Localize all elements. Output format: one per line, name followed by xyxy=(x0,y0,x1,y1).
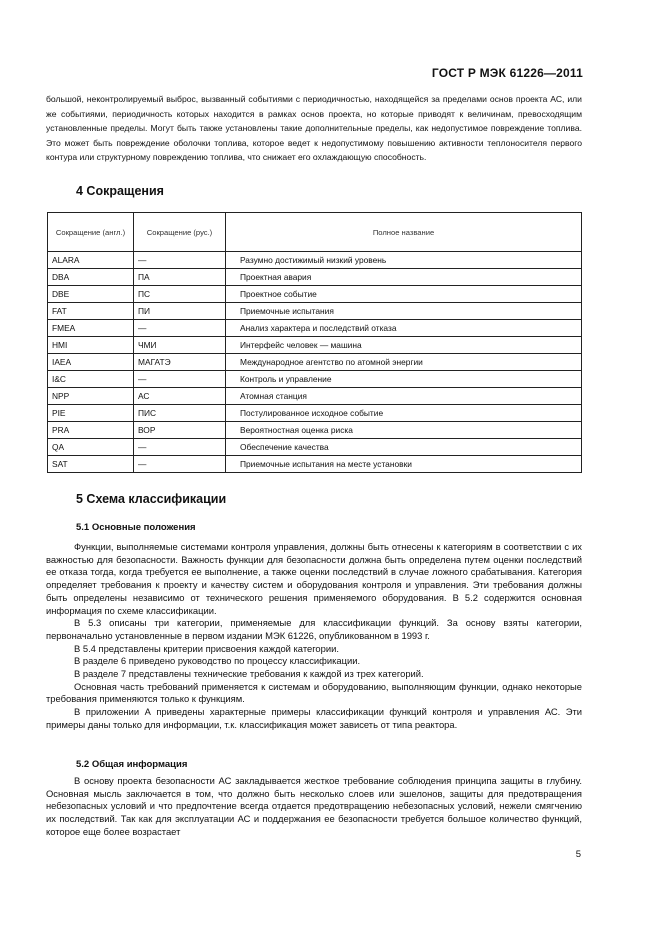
cell-full-name: Вероятностная оценка риска xyxy=(226,422,582,439)
cell-abbr-en: SAT xyxy=(48,456,134,473)
table-row xyxy=(48,405,582,422)
cell-full-name: Обеспечение качества xyxy=(226,439,582,456)
cell-abbr-en: PRA xyxy=(48,422,134,439)
cell-abbr-en: DBA xyxy=(48,269,134,286)
document-header: ГОСТ Р МЭК 61226—2011 xyxy=(431,66,583,80)
table-row xyxy=(48,303,582,320)
cell-abbr-ru: ВОР xyxy=(134,422,226,439)
cell-abbr-ru: — xyxy=(134,252,226,269)
paragraph: В основу проекта безопасности АС закладывается жесткое требование соблюдения принципа защиты в глубину. Основная мысль заключается в том, что должно быть несколько слоев или эшелонов, защиты для предотвращения небезопасных условий и что предпочтение всегда отдается предотвращению небезопасных условий, нежели смягчению их последствий. Так как для эксплуатации АС и поддержания ее безопасности требуется большое количество функций, которое еще более возрастает xyxy=(46,775,582,837)
cell-full-name: Постулированное исходное событие xyxy=(226,405,582,422)
cell-abbr-ru: ПИС xyxy=(134,405,226,422)
cell-abbr-ru: ПИ xyxy=(134,303,226,320)
subsection-5-2-heading: 5.2 Общая информация xyxy=(76,759,188,770)
paragraph: В разделе 6 приведено руководство по процессу классификации. xyxy=(74,655,361,667)
table-header-row xyxy=(48,213,582,252)
intro-paragraph: большой, неконтролируемый выброс, вызванный событиями с периодичностью, находящейся за пределами основ проекта АС, или же событиями, периодичность которых находится в рамках основ проекта, но которые приводят к величинам, превосходящим установленные пределы. Могут быть также установлены такие дополнительные пределы, как недопустимое повреждение топлива. Это может быть повреждение оболочки топлива, которое ведет к недопустимому повышению активности теплоносителя первого контура или структурному повреждению топлива, что снижает его охлаждающую способность. xyxy=(46,94,582,162)
cell-full-name: Приемочные испытания на месте установки xyxy=(226,456,582,473)
cell-full-name: Анализ характера и последствий отказа xyxy=(226,320,582,337)
subsection-5-2-text xyxy=(46,775,582,839)
cell-full-name: Разумно достижимый низкий уровень xyxy=(226,252,582,269)
abbreviations-table xyxy=(47,212,582,473)
cell-abbr-en: I&C xyxy=(48,371,134,388)
column-header-english: Сокращение (англ.) xyxy=(48,213,134,252)
cell-abbr-ru: АС xyxy=(134,388,226,405)
paragraph: В приложении А приведены характерные примеры классификации функций контроля и управления АС. Эти примеры даны только для информации, т.к. классификация может зависеть от типа реактора. xyxy=(46,706,582,730)
cell-abbr-en: QA xyxy=(48,439,134,456)
table-row xyxy=(48,388,582,405)
cell-full-name: Контроль и управление xyxy=(226,371,582,388)
table-row xyxy=(48,252,582,269)
column-header-full-name: Полное название xyxy=(226,213,582,252)
cell-abbr-en: FAT xyxy=(48,303,134,320)
intro-text xyxy=(46,92,582,165)
table-row xyxy=(48,371,582,388)
table-row xyxy=(48,422,582,439)
paragraph: В 5.3 описаны три категории, применяемые для классификации функций. За основу взяты категории, первоначально установленные в первом издании МЭК 61226, опубликованном в 1993 г. xyxy=(46,617,582,641)
table-row xyxy=(48,354,582,371)
cell-full-name: Приемочные испытания xyxy=(226,303,582,320)
cell-abbr-en: IAEA xyxy=(48,354,134,371)
cell-abbr-en: ALARA xyxy=(48,252,134,269)
cell-abbr-ru: — xyxy=(134,371,226,388)
cell-full-name: Международное агентство по атомной энергии xyxy=(226,354,582,371)
table-row xyxy=(48,320,582,337)
paragraph: В 5.4 представлены критерии присвоения каждой категории. xyxy=(74,642,339,654)
table-row xyxy=(48,286,582,303)
cell-full-name: Проектная авария xyxy=(226,269,582,286)
section-4-heading: 4 Сокращения xyxy=(76,184,164,198)
paragraph: В разделе 7 представлены технические требования к каждой из трех категорий. xyxy=(74,668,424,680)
paragraph: Основная часть требований применяется к системам и оборудованию, выполняющим функции, однако некоторые требования применяются только к функциям. xyxy=(46,680,582,705)
cell-abbr-ru: МАГАТЭ xyxy=(134,354,226,371)
page-number: 5 xyxy=(575,849,581,860)
cell-full-name: Интерфейс человек — машина xyxy=(226,337,582,354)
cell-abbr-ru: — xyxy=(134,439,226,456)
cell-abbr-en: PIE xyxy=(48,405,134,422)
cell-abbr-en: NPP xyxy=(48,388,134,405)
cell-abbr-en: HMI xyxy=(48,337,134,354)
cell-abbr-ru: ЧМИ xyxy=(134,337,226,354)
cell-abbr-ru: ПС xyxy=(134,286,226,303)
table-row xyxy=(48,337,582,354)
cell-abbr-ru: ПА xyxy=(134,269,226,286)
cell-abbr-en: DBE xyxy=(48,286,134,303)
column-header-russian: Сокращение (рус.) xyxy=(134,213,226,252)
subsection-5-1-heading: 5.1 Основные положения xyxy=(76,522,196,533)
paragraph: Функции, выполняемые системами контроля управления, должны быть отнесены к категориям в соответствии с их важностью для безопасности. Важность функции для безопасности должна быть определена путем оценки последствий ее отказа тогда, когда требуется ее выполнение, а также оценки последствий в случае ложного срабатывания. Категория определяет требования к проекту и качеству систем и оборудования контроля и управления. Эти требования должны быть определены независимо от технического решения применяемого оборудования. В 5.2 содержится основная информация по схеме классификации. xyxy=(46,541,582,616)
cell-abbr-ru: — xyxy=(134,320,226,337)
section-5-heading: 5 Схема классификации xyxy=(76,492,227,506)
cell-full-name: Проектное событие xyxy=(226,286,582,303)
table-row xyxy=(48,269,582,286)
cell-abbr-ru: — xyxy=(134,456,226,473)
table-row xyxy=(48,456,582,473)
table-row xyxy=(48,439,582,456)
cell-full-name: Атомная станция xyxy=(226,388,582,405)
cell-abbr-en: FMEA xyxy=(48,320,134,337)
subsection-5-1-text xyxy=(46,541,582,732)
